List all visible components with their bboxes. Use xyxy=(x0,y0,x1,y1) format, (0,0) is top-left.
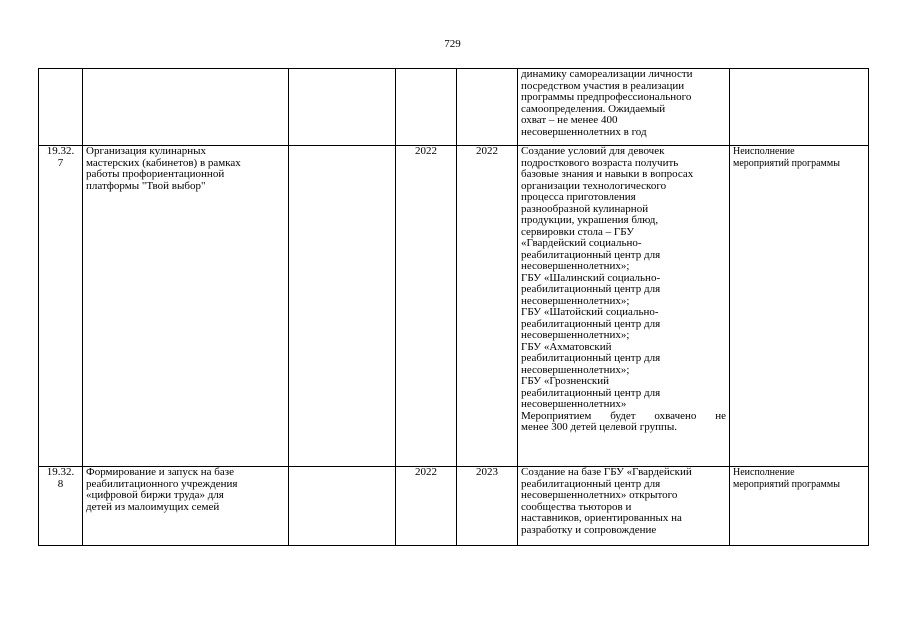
table-row xyxy=(39,467,869,546)
end-year-cell: 2023 xyxy=(457,467,518,546)
expected-result-cell: Создание условий для девочек подросткового возраста получить базовые знания и навыки в вопросах организации технологического процесса приготовления разнообразной кулинарной продукции, украшения блюд, сервировки стола – ГБУ «Гвардейский социально- реабилитационный центр для несовершеннолетних»; ГБУ «Шалинский социально- реабилитационный центр для несовершеннолетних»; ГБУ «Шатойский социально- реабилитационный центр для несовершеннолетних»; ГБУ «Ахматовский реабилитационный центр для несовершеннолетних»; ГБУ «Грозненский реабилитационный центр для несовершеннолетних» Мероприятием будет охвачено не менее 300 детей целевой группы. xyxy=(518,146,730,467)
blank-cell xyxy=(289,467,396,546)
page-number: 729 xyxy=(444,38,461,50)
table-row xyxy=(39,69,869,146)
expected-result-cell: Создание на базе ГБУ «Гвардейский реабилитационный центр для несовершеннолетних» открытого сообщества тьюторов и наставников, ориентированных на разработку и сопровождение xyxy=(518,467,730,546)
blank-cell xyxy=(289,146,396,467)
measure-name-cell: Организация кулинарных мастерских (кабинетов) в рамках работы профориентационной платформы "Твой выбор" xyxy=(83,146,289,467)
risk-cell: Неисполнение мероприятий программы xyxy=(730,467,869,546)
start-year-cell: 2022 xyxy=(396,467,457,546)
measure-name-cell: Формирование и запуск на базе реабилитационного учреждения «цифровой биржи труда» для детей из малоимущих семей xyxy=(83,467,289,546)
item-number-cell: 19.32. 7 xyxy=(39,146,83,467)
risk-cell xyxy=(730,69,869,146)
start-year-cell: 2022 xyxy=(396,146,457,467)
table-row xyxy=(39,146,869,467)
item-number-cell xyxy=(39,69,83,146)
expected-result-cell: динамику самореализации личности посредством участия в реализации программы предпрофессионального самоопределения. Ожидаемый охват – не менее 400 несовершеннолетних в год xyxy=(518,69,730,146)
measure-name-cell xyxy=(83,69,289,146)
program-measures-table xyxy=(38,68,869,546)
end-year-cell xyxy=(457,69,518,146)
item-number-cell: 19.32. 8 xyxy=(39,467,83,546)
end-year-cell: 2022 xyxy=(457,146,518,467)
blank-cell xyxy=(289,69,396,146)
start-year-cell xyxy=(396,69,457,146)
risk-cell: Неисполнение мероприятий программы xyxy=(730,146,869,467)
